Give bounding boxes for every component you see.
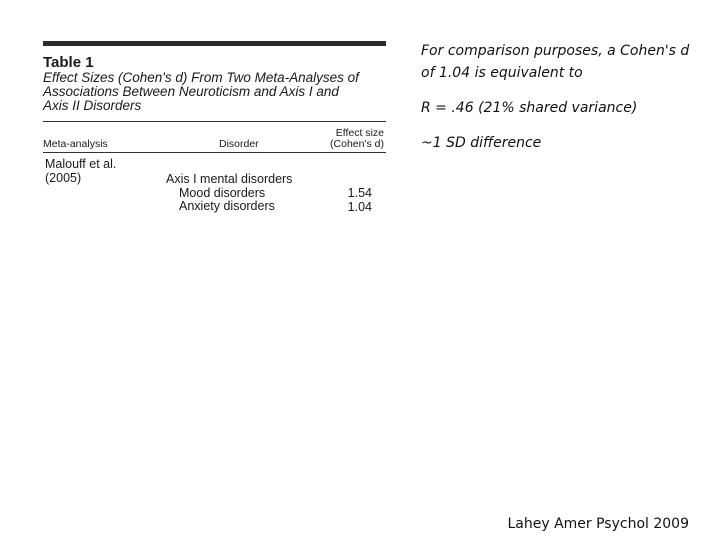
disorder-row: Mood disorders (179, 185, 266, 200)
citation (507, 516, 689, 532)
table-title: Table 1 (43, 54, 94, 71)
header-effect-size (330, 128, 384, 150)
effect-size-column (348, 187, 372, 214)
citation-year: 2009 (653, 516, 689, 532)
header-disorder: Disorder (219, 138, 259, 150)
table-body (43, 153, 386, 223)
effect-size-value: 1.04 (347, 199, 372, 214)
header-effect-size-line2: (Cohen's d) (330, 138, 384, 150)
disorder-row: Anxiety disorders (179, 199, 275, 213)
study-authors: Malouff et al. (45, 157, 117, 171)
header-meta-analysis: Meta-analysis (43, 138, 108, 150)
sd-note: ~1 SD difference (421, 135, 542, 151)
effect-size-value: 1.54 (347, 186, 372, 200)
disorder-column (166, 173, 292, 214)
table-header (43, 122, 386, 152)
header-effect-size-line1: Effect size (335, 127, 384, 139)
table-caption-line: Associations Between Neuroticism and Axis I and (43, 84, 339, 99)
citation-journal: Amer Psychol (554, 516, 649, 532)
study-year: (2005) (45, 170, 82, 185)
table-caption-line: Effect Sizes (Cohen's d) From Two Meta-Analyses of (43, 70, 359, 85)
table-1 (43, 41, 386, 223)
r-value-note: R = .46 (21% shared variance) (421, 100, 638, 116)
comparison-note: For comparison purposes, a Cohen's d of 1.04 is equivalent to (421, 43, 690, 81)
disorder-group: Axis I mental disorders (166, 172, 293, 186)
citation-author: Lahey (507, 516, 550, 532)
table-caption-line: Axis II Disorders (43, 98, 142, 113)
table-top-rule (43, 41, 386, 46)
table-caption (43, 71, 386, 113)
notes-panel (421, 40, 691, 167)
study-name (45, 158, 116, 185)
